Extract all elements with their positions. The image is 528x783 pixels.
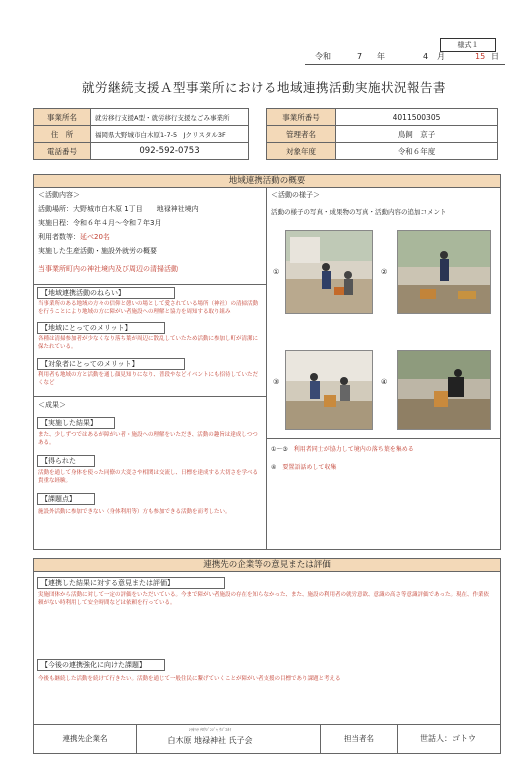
user-merit-text: 利用者も地域の方と活動を通し顔見知りになり、普段やなどイベントにも招待していただくなど <box>38 372 259 386</box>
photo-note-1 <box>271 446 414 454</box>
photo-3-image <box>286 351 372 429</box>
page-title: 就労継続支援Ａ型事業所における地域連携活動実施状況報告書 <box>81 80 446 95</box>
done-text: また、少しずつではあるが障がい者・施設への理解をいただき、活動の趣旨は達成しつつある。 <box>38 432 258 446</box>
report-date <box>305 50 505 65</box>
local-merit-text: 各種は清掃参加者が少なくなり落ち葉が周辺に散乱していたため活動に参加し町が清潔に保たれている。 <box>38 336 259 350</box>
photo-number-2: ② <box>381 268 388 276</box>
date-year: 7 <box>357 52 363 61</box>
done-heading: 【実施した結果】 <box>37 417 115 429</box>
manager-value: 鳥飼 京子 <box>336 126 498 143</box>
result-heading: ＜成果＞ <box>38 401 66 409</box>
aim-heading: 【地域連携活動のねらい】 <box>37 287 175 299</box>
address-label: 住 所 <box>34 126 91 143</box>
activity-period: 実施日程：令和６年４月～令和７年3月 <box>38 219 162 227</box>
aim-text: 当事業所のある地域の方々の信仰と憩いの場として愛されている場所（神社）の清掃活動を行うことにより地域の方に障がい者施設への理解と協力を周知する取り組み <box>38 301 259 315</box>
photo-note-1-text: 利用者同士が協力して境内の落ち葉を集める <box>293 446 414 453</box>
production-value: 当事業所町内の神社境内及び周辺の清掃活動 <box>38 265 178 273</box>
photo-note-2-text: 要置語話めして収集 <box>282 464 337 471</box>
fiscal-year-value: 令和６年度 <box>336 143 498 160</box>
office-number-value: 4011500305 <box>336 109 498 126</box>
opinion-heading: 【連携した結果に対する意見または評価】 <box>37 577 225 589</box>
opinion-text: 実施団体から活動に対して一定の評価をいただいている。今まで障がい者施設の存在を知らなかった、また、施設の利用者の就労意欲、意識の高さ等意識評価であった。現在、作業依頼がない時利用して安全時間などは依頼を行っている。 <box>38 592 489 606</box>
phone-label: 電話番号 <box>34 143 91 160</box>
issue-text: 施設外活動に参加できない（身体利用等）方も参加できる活動を而考したい。 <box>38 509 231 515</box>
future-heading: 【今後の連携強化に向けた課題】 <box>37 659 165 671</box>
photo-note-1-num: ①～③ <box>271 446 288 453</box>
office-name-value: 就労移行支援A型・就労移行支援なごみ事業所 <box>91 109 249 126</box>
photo-caption: 活動の様子の写真・成果物の写真・活動内容の追加コメント <box>271 208 447 216</box>
activity-place: 活動場所：大野城市白木原 1丁目 地禄神社境内 <box>38 205 199 213</box>
date-era: 令和 <box>315 52 331 61</box>
photo-number-4: ④ <box>381 378 388 386</box>
fiscal-year-label: 対象年度 <box>267 143 336 160</box>
photo-heading: ＜活動の様子＞ <box>271 191 320 199</box>
date-month: 4 <box>423 52 429 61</box>
partner-info-row <box>33 724 501 754</box>
activity-section <box>33 174 501 550</box>
gain-text: 活動を通して身体を使った同僚の大変さや相関は交流し、日標を達成する大切さを学べる貴重な経験。 <box>38 470 259 484</box>
local-merit-heading: 【地域にとってのメリット】 <box>37 322 165 334</box>
office-info-table <box>33 108 249 160</box>
office-number-label: 事業所番号 <box>267 109 336 126</box>
person-label: 担当者名 <box>320 725 398 753</box>
photo-1-image <box>286 231 372 313</box>
photo-number-1: ① <box>273 268 280 276</box>
office-number-table <box>266 108 498 160</box>
user-count-value: 延べ20名 <box>80 233 110 241</box>
date-month-unit: 月 <box>437 52 445 61</box>
future-text: 今後も継続した活動を続けて行きたい。活動を通じて一般住民に繋げていくことが障がい者支援の目標であり課題と考える <box>38 676 341 682</box>
photo-4-image <box>398 351 490 429</box>
phone-value: 092-592-0753 <box>91 143 249 160</box>
date-year-unit: 年 <box>377 52 385 61</box>
partner-label: 連携先企業名 <box>34 725 137 753</box>
content-heading: ＜活動内容＞ <box>38 191 80 199</box>
issue-heading: 【課題点】 <box>37 493 95 505</box>
photo-number-3: ③ <box>273 378 280 386</box>
office-name-label: 事業所名 <box>34 109 91 126</box>
date-day: 15 <box>475 52 486 61</box>
photo-2 <box>397 230 491 314</box>
user-count-label: 利用者数等： <box>38 233 80 241</box>
partner-ruby: ｼﾗｷﾊﾗ ﾁﾛｸｼﾞﾝｼﾞｬ ｳｼﾞｺｶｲ <box>188 727 232 732</box>
address-value: 福岡県大野城市白木原1-7-5 Jクリスタル3F <box>91 126 249 143</box>
user-merit-heading: 【対象者にとってのメリット】 <box>37 358 185 370</box>
evaluation-section <box>33 558 501 725</box>
person-value: 世話人：ゴトウ <box>420 734 476 743</box>
manager-label: 管理者名 <box>267 126 336 143</box>
evaluation-section-title: 連携先の企業等の意見または評価 <box>34 559 500 572</box>
gain-heading: 【得られた <box>37 455 95 467</box>
production-label: 実施した生産活動・施設外就労の概要 <box>38 247 157 255</box>
photo-4 <box>397 350 491 430</box>
photo-3 <box>285 350 373 430</box>
activity-left-column <box>34 188 267 549</box>
activity-section-title: 地域連携活動の概要 <box>34 175 500 188</box>
form-number-tag: 様式１ <box>440 38 496 52</box>
user-count <box>38 232 110 243</box>
partner-name: 白木原 地禄神社 氏子会 <box>167 736 253 745</box>
photo-2-image <box>398 231 490 313</box>
photo-note-2 <box>271 464 336 472</box>
photo-note-2-num: ④ <box>271 464 277 471</box>
photo-1 <box>285 230 373 314</box>
date-day-unit: 日 <box>491 52 499 61</box>
activity-right-column <box>267 188 500 549</box>
